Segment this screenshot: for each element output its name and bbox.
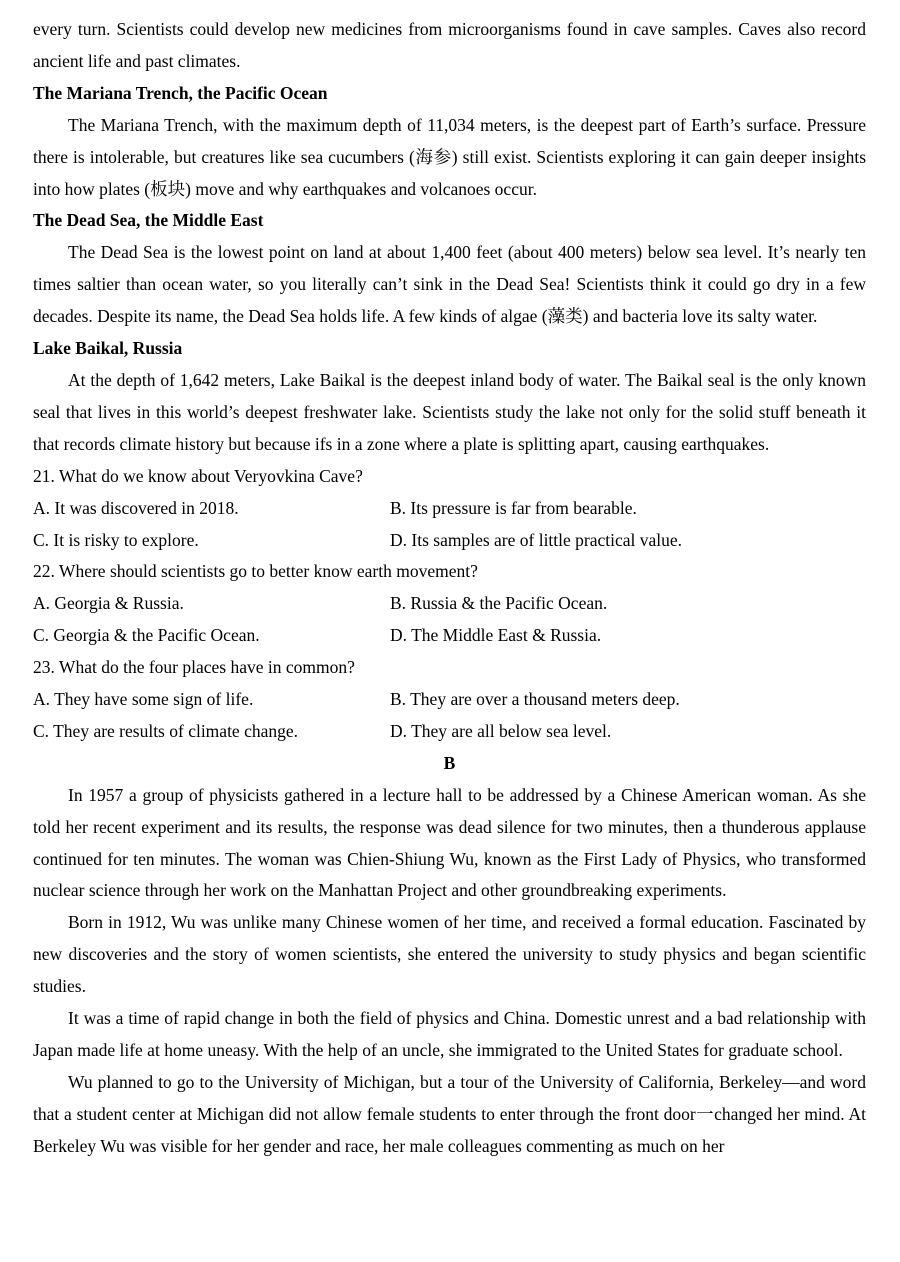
answer-options-row xyxy=(33,588,866,620)
answer-option-right: B. They are over a thousand meters deep. xyxy=(390,689,680,710)
paragraph: The Dead Sea is the lowest point on land at about 1,400 feet (about 400 meters) below sea level. It’s nearly ten times saltier than ocean water, so you literally can’t sink in the Dead Sea! Scientists think it could go dry in a few decades. Despite its name, the Dead Sea holds life. A few kinds of algae (藻类) and bacteria love its salty water. xyxy=(33,242,866,327)
section-heading: Lake Baikal, Russia xyxy=(33,338,183,359)
paragraph: The Mariana Trench, with the maximum depth of 11,034 meters, is the deepest part of Earth’s surface. Pressure there is intolerable, but creatures like sea cucumbers (海参) still exist. Scientists exploring it can gain deeper insights into how plates (板块) move and why earthquakes and volcanoes occur. xyxy=(33,114,866,199)
section-heading: The Mariana Trench, the Pacific Ocean xyxy=(33,82,328,103)
question-text: 23. What do the four places have in common? xyxy=(33,657,355,678)
answer-option-left: A. They have some sign of life. xyxy=(33,689,254,710)
answer-options-row xyxy=(33,493,866,525)
answer-option-right: B. Its pressure is far from bearable. xyxy=(390,497,637,518)
question-text: 21. What do we know about Veryovkina Cave? xyxy=(33,465,363,486)
answer-option-right: D. They are all below sea level. xyxy=(390,720,612,741)
document-content xyxy=(33,14,866,1163)
question-text: 22. Where should scientists go to better know earth movement? xyxy=(33,561,478,582)
paragraph: every turn. Scientists could develop new medicines from microorganisms found in cave samples. Caves also record ancient life and past climates. xyxy=(33,19,866,71)
answer-option-right: D. The Middle East & Russia. xyxy=(390,625,602,646)
answer-options-row xyxy=(33,716,866,748)
paragraph: At the depth of 1,642 meters, Lake Baikal is the deepest inland body of water. The Baikal seal is the only known seal that lives in this world’s deepest freshwater lake. Scientists study the lake not only for the solid stuff beneath it that records climate history but because ifs in a zone where a plate is splitting apart, causing earthquakes. xyxy=(33,369,866,454)
answer-options-row xyxy=(33,525,866,557)
answer-option-left: C. They are results of climate change. xyxy=(33,720,298,741)
answer-options-row xyxy=(33,620,866,652)
section-letter: B xyxy=(443,752,456,773)
answer-options-row xyxy=(33,684,866,716)
section-heading: The Dead Sea, the Middle East xyxy=(33,210,264,231)
answer-option-left: A. Georgia & Russia. xyxy=(33,593,184,614)
answer-option-left: C. It is risky to explore. xyxy=(33,529,199,550)
answer-option-right: B. Russia & the Pacific Ocean. xyxy=(390,593,608,614)
answer-option-left: A. It was discovered in 2018. xyxy=(33,497,239,518)
paragraph: In 1957 a group of physicists gathered in a lecture hall to be addressed by a Chinese American woman. As she told her recent experiment and its results, the response was dead silence for two minutes, then a thunderous applause continued for ten minutes. The woman was Chien-Shiung Wu, known as the First Lady of Physics, who transformed nuclear science through her work on the Manhattan Project and other groundbreaking experiments. xyxy=(33,784,866,901)
answer-option-right: D. Its samples are of little practical value. xyxy=(390,529,683,550)
paragraph: It was a time of rapid change in both the field of physics and China. Domestic unrest and a bad relationship with Japan made life at home uneasy. With the help of an uncle, she immigrated to the United States for graduate school. xyxy=(33,1008,866,1060)
answer-option-left: C. Georgia & the Pacific Ocean. xyxy=(33,625,260,646)
paragraph: Born in 1912, Wu was unlike many Chinese women of her time, and received a formal education. Fascinated by new discoveries and the story of women scientists, she entered the university to study physics and began scientific studies. xyxy=(33,912,866,997)
paragraph: Wu planned to go to the University of Michigan, but a tour of the University of California, Berkeley—and word that a student center at Michigan did not allow female students to enter through the front door一changed her mind. At Berkeley Wu was visible for her gender and race, her male colleagues commenting as much on her xyxy=(33,1071,866,1156)
